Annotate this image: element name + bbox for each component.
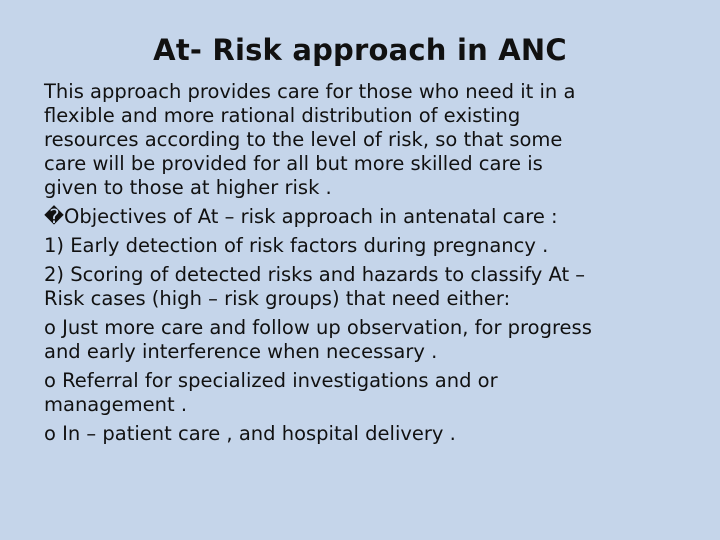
- slide-title: At- Risk approach in ANC: [153, 33, 567, 67]
- paragraph-line: Risk cases (high – risk groups) that need either:: [44, 287, 511, 310]
- paragraph-line: 2) Scoring of detected risks and hazards to classify At –: [44, 263, 586, 286]
- slide-body: [44, 80, 684, 451]
- paragraph-intro: [44, 80, 684, 200]
- paragraph-line: o In – patient care , and hospital delivery .: [44, 422, 456, 445]
- paragraph-line: care will be provided for all but more skilled care is: [44, 152, 543, 175]
- paragraph-option-referral: [44, 369, 684, 417]
- paragraph-option-in-patient: [44, 422, 684, 446]
- paragraph-line: �Objectives of At – risk approach in antenatal care :: [44, 205, 558, 228]
- paragraph-line: given to those at higher risk .: [44, 176, 332, 199]
- paragraph-line: o Referral for specialized investigations and or: [44, 369, 498, 392]
- paragraph-objectives-heading: [44, 205, 684, 229]
- paragraph-option-more-care: [44, 316, 684, 364]
- paragraph-line: and early interference when necessary .: [44, 340, 438, 363]
- paragraph-line: flexible and more rational distribution of existing: [44, 104, 521, 127]
- paragraph-line: o Just more care and follow up observation, for progress: [44, 316, 592, 339]
- paragraph-objective-2: [44, 263, 684, 311]
- paragraph-line: This approach provides care for those who need it in a: [44, 80, 576, 103]
- paragraph-line: 1) Early detection of risk factors during pregnancy .: [44, 234, 549, 257]
- paragraph-line: management .: [44, 393, 188, 416]
- paragraph-objective-1: [44, 234, 684, 258]
- paragraph-line: resources according to the level of risk, so that some: [44, 128, 563, 151]
